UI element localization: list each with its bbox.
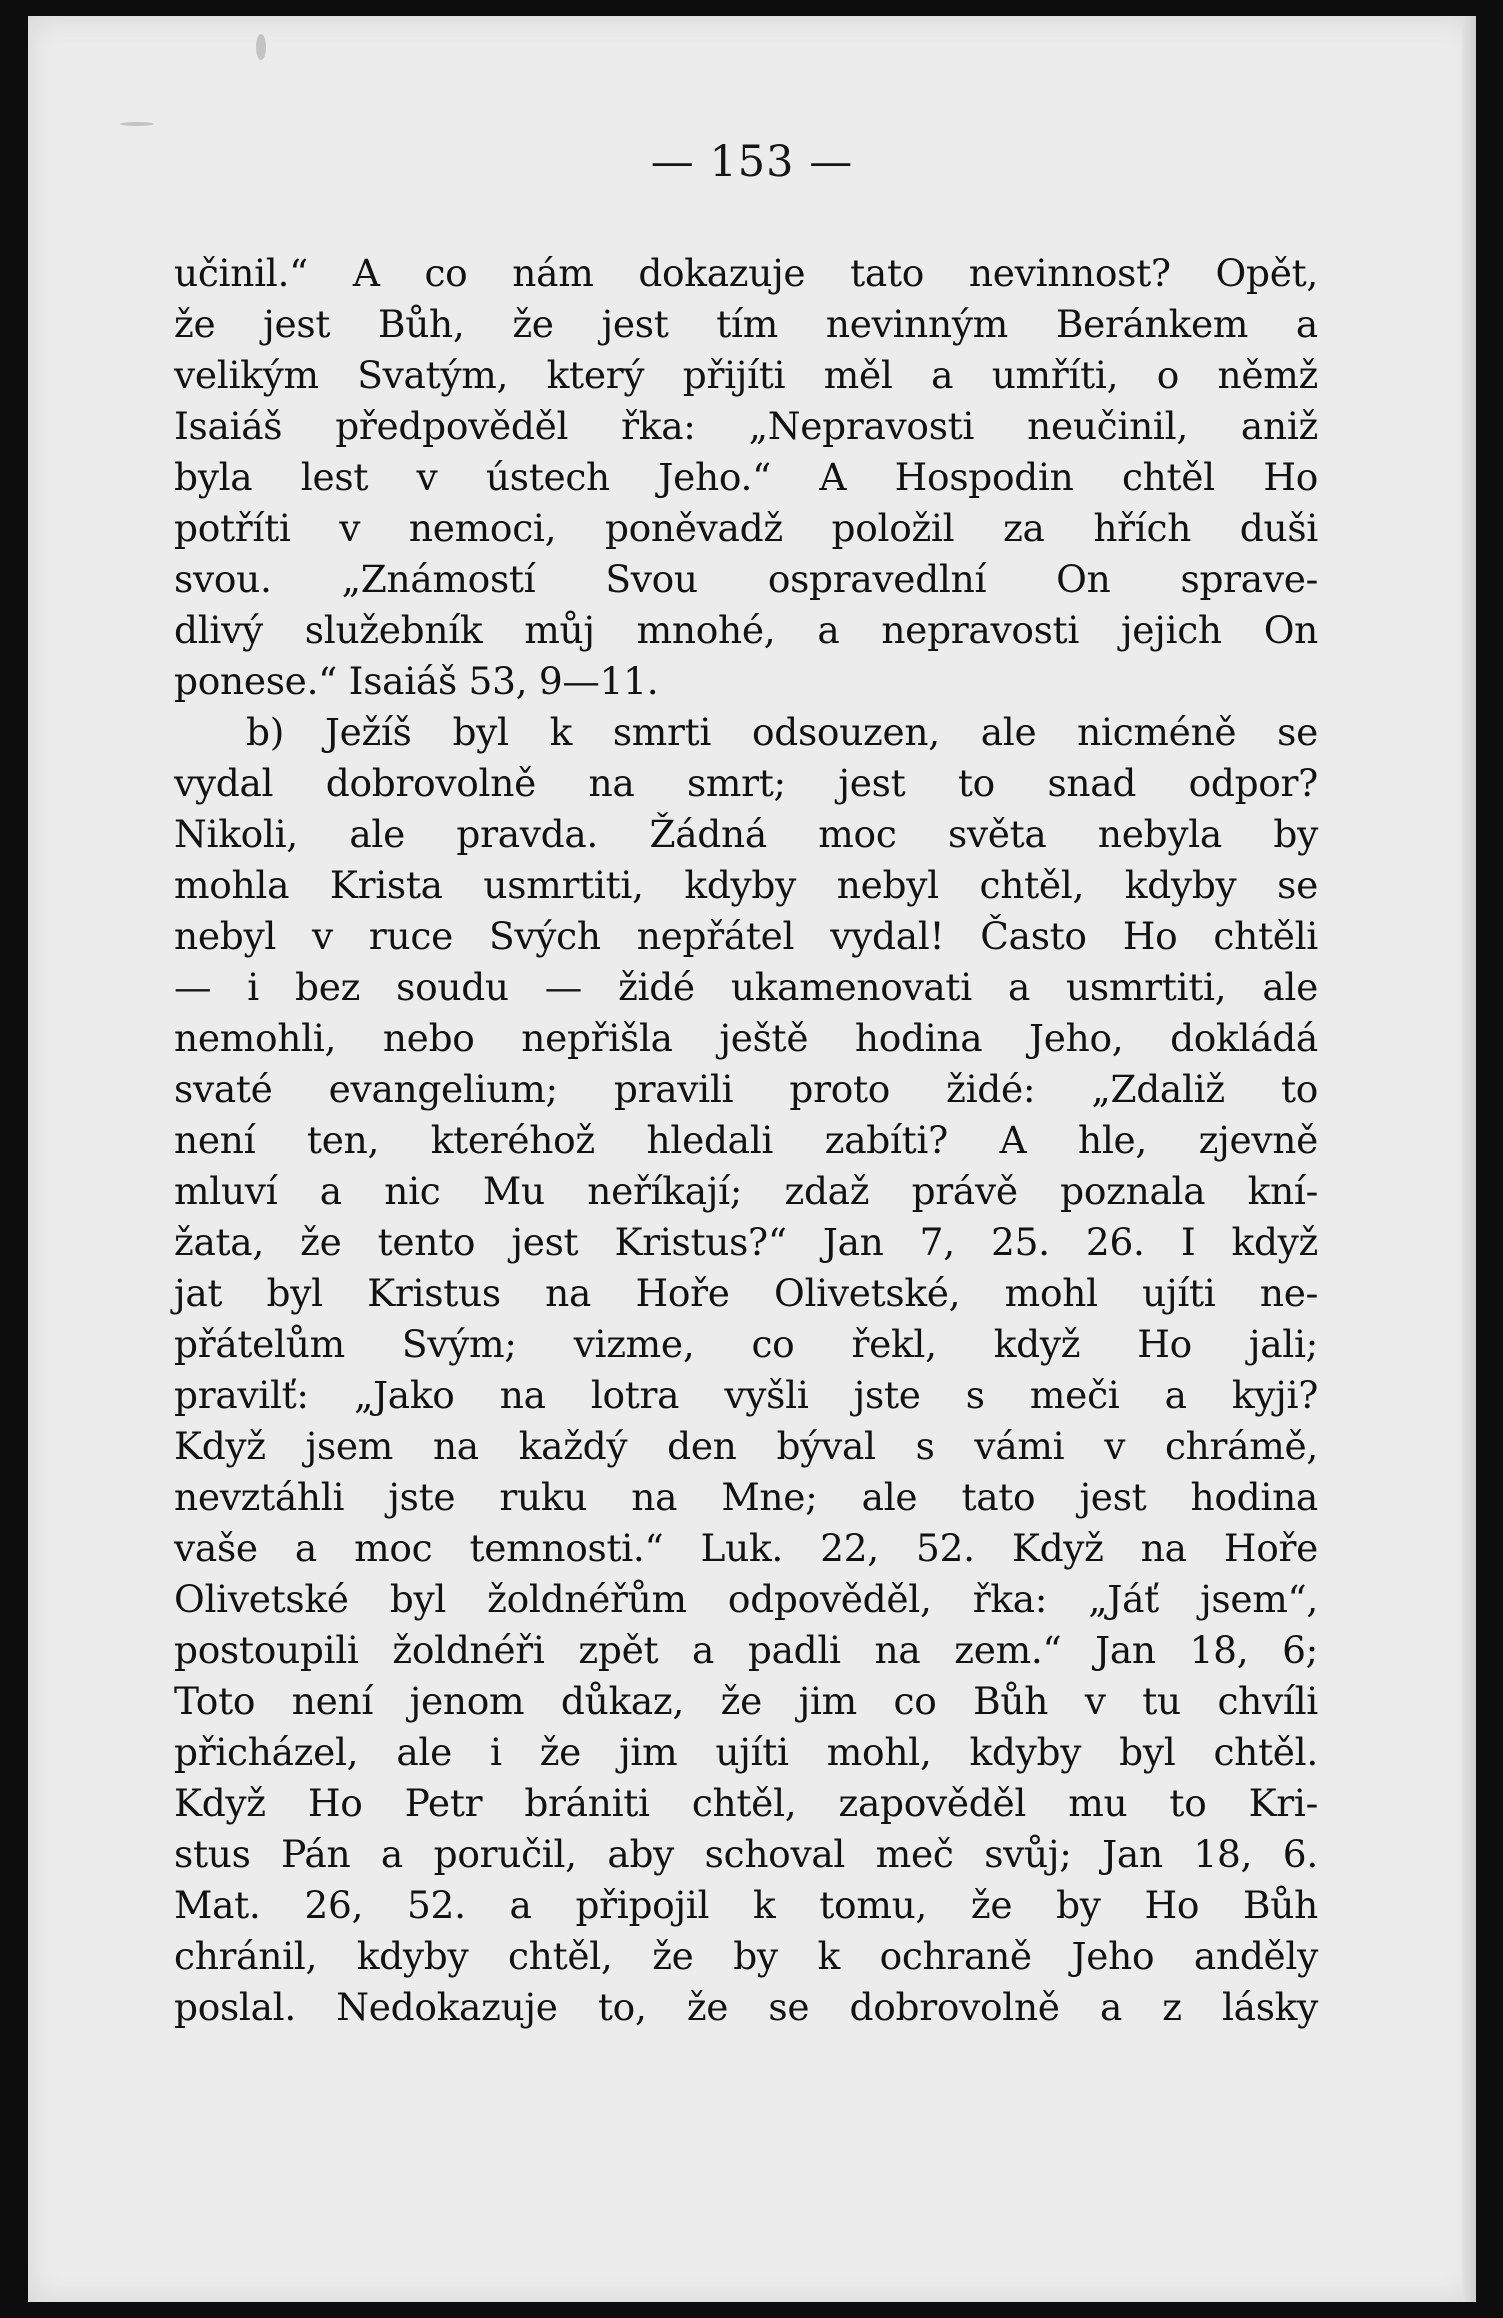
ink-smudge	[256, 34, 266, 60]
body-text	[174, 248, 1318, 2033]
text-line: Mat. 26, 52. a připojil k tomu, že by Ho Bůh	[174, 1883, 1318, 1927]
text-line: přátelům Svým; vizme, co řekl, když Ho jali;	[174, 1322, 1318, 1366]
text-line: nebyl v ruce Svých nepřátel vydal! Často Ho chtěli	[174, 914, 1318, 958]
page-edge	[1462, 16, 1476, 2302]
text-line: ponese.“ Isaiáš 53, 9—11.	[174, 659, 659, 703]
text-line: dlivý služebník můj mnohé, a nepravosti jejich On	[174, 608, 1318, 652]
text-line: jat byl Kristus na Hoře Olivetské, mohl ujíti ne-	[174, 1271, 1318, 1315]
text-line: nemohli, nebo nepřišla ještě hodina Jeho, dokládá	[174, 1016, 1318, 1060]
text-line: b) Ježíš byl k smrti odsouzen, ale nicméně se	[246, 710, 1318, 754]
ink-smudge	[120, 122, 154, 126]
text-line: nevztáhli jste ruku na Mne; ale tato jest hodina	[174, 1475, 1318, 1519]
text-line: mluví a nic Mu neříkají; zdaž právě poznala kní-	[174, 1169, 1318, 1213]
text-line: Když Ho Petr brániti chtěl, zapověděl mu to Kri-	[174, 1781, 1318, 1825]
text-line: Nikoli, ale pravda. Žádná moc světa nebyla by	[174, 812, 1318, 856]
text-line: Když jsem na každý den býval s vámi v chrámě,	[174, 1424, 1318, 1468]
text-line: vaše a moc temnosti.“ Luk. 22, 52. Když na Hoře	[174, 1526, 1318, 1570]
text-line: není ten, kteréhož hledali zabíti? A hle, zjevně	[174, 1118, 1318, 1162]
text-line: učinil.“ A co nám dokazuje tato nevinnost? Opět,	[174, 251, 1318, 295]
text-line: mohla Krista usmrtiti, kdyby nebyl chtěl, kdyby se	[174, 863, 1318, 907]
text-line: svou. „Známostí Svou ospravedlní On sprave-	[174, 557, 1318, 601]
text-line: chránil, kdyby chtěl, že by k ochraně Jeho anděly	[174, 1934, 1318, 1978]
text-line: pravilť: „Jako na lotra vyšli jste s meči a kyji?	[174, 1373, 1318, 1417]
text-line: postoupili žoldnéři zpět a padli na zem.“ Jan 18, 6;	[174, 1628, 1318, 1672]
text-line: velikým Svatým, který přijíti měl a umříti, o němž	[174, 353, 1318, 397]
text-line: — i bez soudu — židé ukamenovati a usmrtiti, ale	[174, 965, 1318, 1009]
text-line: Isaiáš předpověděl řka: „Nepravosti neučinil, aniž	[174, 404, 1318, 448]
text-line: vydal dobrovolně na smrt; jest to snad odpor?	[174, 761, 1318, 805]
text-line: přicházel, ale i že jim ujíti mohl, kdyby byl chtěl.	[174, 1730, 1318, 1774]
text-line: potříti v nemoci, poněvadž položil za hřích duši	[174, 506, 1318, 550]
text-line: že jest Bůh, že jest tím nevinným Beránkem a	[174, 302, 1318, 346]
text-line: byla lest v ústech Jeho.“ A Hospodin chtěl Ho	[174, 455, 1318, 499]
text-line: žata, že tento jest Kristus?“ Jan 7, 25. 26. I když	[174, 1220, 1318, 1264]
text-line: Toto není jenom důkaz, že jim co Bůh v tu chvíli	[174, 1679, 1318, 1723]
text-line: stus Pán a poručil, aby schoval meč svůj; Jan 18, 6.	[174, 1832, 1318, 1876]
book-page	[28, 16, 1476, 2302]
page-number: — 153 —	[650, 137, 854, 187]
text-line: svaté evangelium; pravili proto židé: „Zdaliž to	[174, 1067, 1318, 1111]
text-line: Olivetské byl žoldnéřům odpověděl, řka: „Jáť jsem“,	[174, 1577, 1318, 1621]
text-line: poslal. Nedokazuje to, že se dobrovolně a z lásky	[174, 1985, 1318, 2029]
